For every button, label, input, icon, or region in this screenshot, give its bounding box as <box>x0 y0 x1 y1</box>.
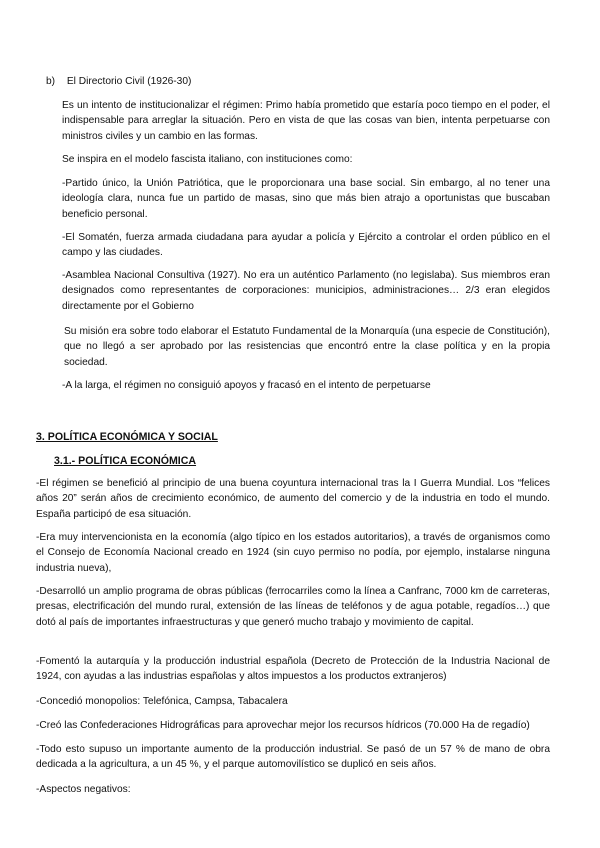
section-b-label: b) <box>46 76 56 87</box>
list-item: -Fomentó la autarquía y la producción industrial española (Decreto de Protección de la Industria Nacional de 1924, con ayudas a las industrias españolas y altos impuestos a los productos extranjeros) <box>36 656 550 683</box>
list-item: -Creó las Confederaciones Hidrográficas para aprovechar mejor los recursos hídricos (70.000 Ha de regadío) <box>36 720 530 731</box>
list-item: -Era muy intervencionista en la economía (algo típico en los estados autoritarios), a través de organismos como el Consejo de Economía Nacional creado en 1924 (sin cuyo permiso no podía, por ejemplo, instalarse ninguna industria nueva), <box>36 532 550 574</box>
list-item: -Asamblea Nacional Consultiva (1927). No era un auténtico Parlamento (no legislaba). Sus miembros eran designados como representantes de corporaciones: municipios, administraciones… 2/3 eran elegidos directamente por el Gobierno <box>62 270 550 312</box>
list-item: -Concedió monopolios: Telefónica, Campsa, Tabacalera <box>36 696 288 707</box>
paragraph: Se inspira en el modelo fascista italiano, con instituciones como: <box>62 154 353 165</box>
list-item: -A la larga, el régimen no consiguió apoyos y fracasó en el intento de perpetuarse <box>62 380 431 391</box>
list-item: -Aspectos negativos: <box>36 784 131 795</box>
section-b-heading <box>46 74 191 89</box>
list-item: -El régimen se benefició al principio de una buena coyuntura internacional tras la I Guerra Mundial. Los “felices años 20” serán años de crecimiento económico, de aumento del comercio y de la industria en todo el mundo. España participó de esa situación. <box>36 478 550 520</box>
section-3-1-title: 3.1.- POLÍTICA ECONÓMICA <box>54 455 197 467</box>
section-b-title: El Directorio Civil (1926-30) <box>66 76 192 87</box>
list-item: -El Somatén, fuerza armada ciudadana para ayudar a policía y Ejército a controlar el orden público en el campo y las ciudades. <box>62 232 550 259</box>
list-item: -Desarrolló un amplio programa de obras públicas (ferrocarriles como la línea a Canfranc, 7000 km de carreteras, presas, electrificación del mundo rural, extensión de las líneas de teléfonos y de agua potable, regadíos…) que dotó al país de importantes infraestructuras y que generó mucho trabajo y movimiento de capital. <box>36 586 550 628</box>
section-3-title: 3. POLÍTICA ECONÓMICA Y SOCIAL <box>36 431 218 443</box>
paragraph: Su misión era sobre todo elaborar el Estatuto Fundamental de la Monarquía (una especie de Constitución), que no llegó a ser aprobado por las resistencias que encontró entre la clase política y en la propia sociedad. <box>64 326 550 368</box>
list-item: -Todo esto supuso un importante aumento de la producción industrial. Se pasó de un 57 % de mano de obra dedicada a la agricultura, a un 45 %, y el parque automovilístico se duplicó en seis años. <box>36 744 550 771</box>
list-item: -Partido único, la Unión Patriótica, que le proporcionara una base social. Sin embargo, al no tener una ideología clara, nunca fue un partido de masas, sino que más bien atrajo a oportunistas que buscaban beneficio personal. <box>62 178 550 220</box>
paragraph: Es un intento de institucionalizar el régimen: Primo había prometido que estaría poco tiempo en el poder, el indispensable para arreglar la situación. Pero en vista de que las cosas van bien, intenta perpetuarse con ministros civiles y un cambio en las formas. <box>62 100 550 142</box>
